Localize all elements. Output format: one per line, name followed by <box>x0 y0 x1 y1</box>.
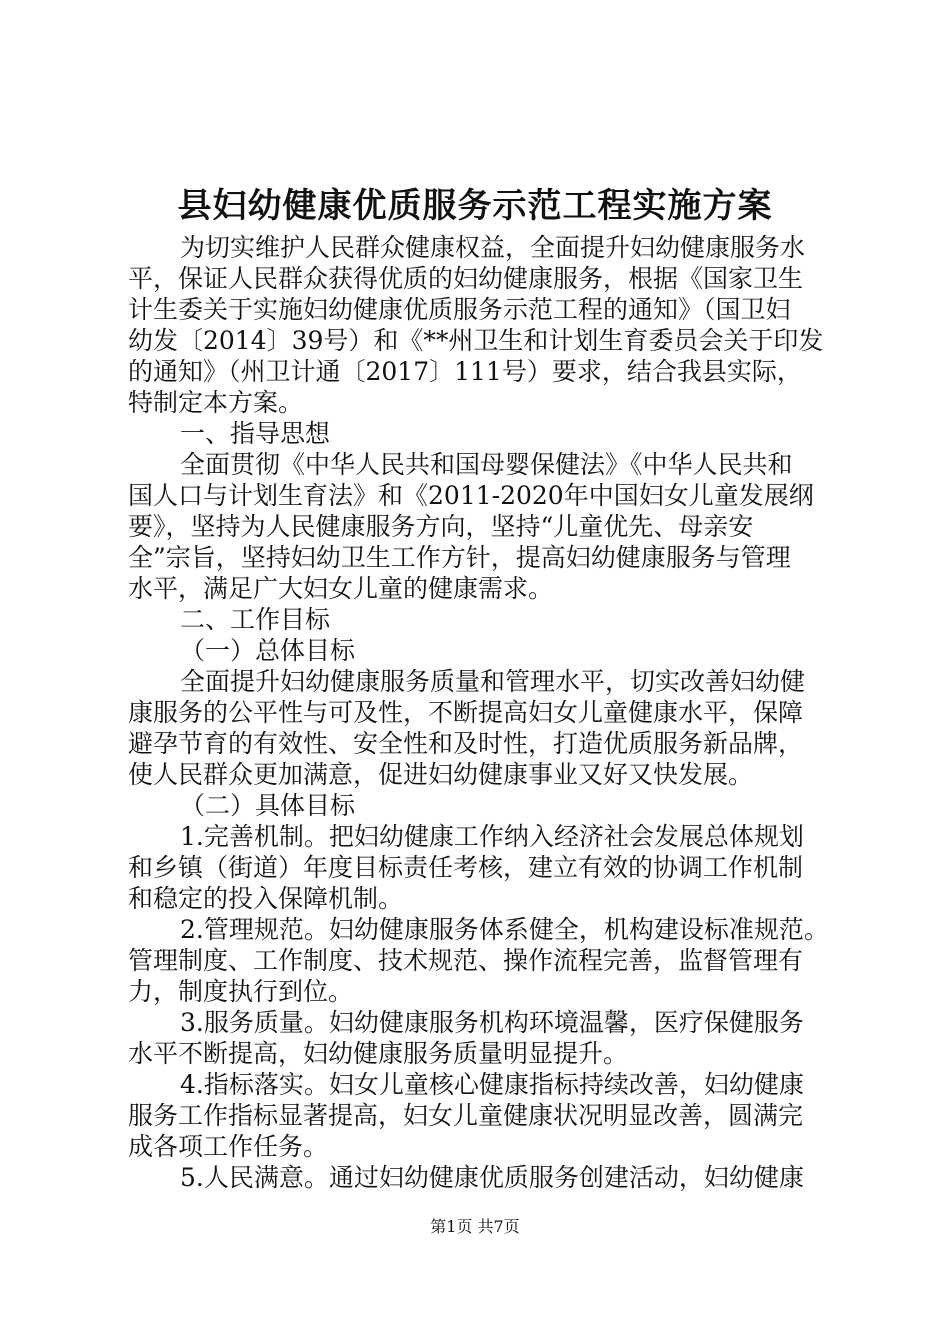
body-line: 力，制度执行到位。 <box>128 977 354 1006</box>
section-heading: 一、指导思想 <box>180 419 331 448</box>
body-line: 避孕节育的有效性、安全性和及时性，打造优质服务新品牌， <box>128 729 804 758</box>
document-title: 县妇幼健康优质服务示范工程实施方案 <box>177 186 773 226</box>
body-line: 1.完善机制。把妇幼健康工作纳入经济社会发展总体规划 <box>180 822 804 851</box>
body-line: 使人民群众更加满意，促进妇幼健康事业又好又快发展。 <box>128 760 754 789</box>
body-line: 特制定本方案。 <box>128 388 304 417</box>
subsection-heading: （一）总体目标 <box>180 636 356 665</box>
body-line: 要》，坚持为人民健康服务方向，坚持“儿童优先、母亲安 <box>128 512 754 541</box>
body-line: 全”宗旨，坚持妇幼卫生工作方针，提高妇幼健康服务与管理 <box>128 543 791 572</box>
body-line: 管理制度、工作制度、技术规范、操作流程完善，监督管理有 <box>128 946 804 975</box>
body-line: 和乡镇（街道）年度目标责任考核，建立有效的协调工作机制 <box>128 853 804 882</box>
body-line: 为切实维护人民群众健康权益，全面提升妇幼健康服务水 <box>180 233 806 262</box>
document-body <box>128 232 838 1193</box>
body-line: 服务工作指标显著提高，妇女儿童健康状况明显改善，圆满完 <box>128 1101 804 1130</box>
body-line: 2.管理规范。妇幼健康服务体系健全，机构建设标准规范。 <box>180 915 829 944</box>
body-line: 平，保证人民群众获得优质的妇幼健康服务，根据《国家卫生 <box>128 264 804 293</box>
body-line: 3.服务质量。妇幼健康服务机构环境温馨，医疗保健服务 <box>180 1008 804 1037</box>
body-line: 成各项工作任务。 <box>128 1132 329 1161</box>
body-line: 水平，满足广大妇女儿童的健康需求。 <box>128 574 554 603</box>
body-line: 和稳定的投入保障机制。 <box>128 884 404 913</box>
body-line: 幼发〔2014〕39号）和《**州卫生和计划生育委员会关于印发 <box>128 326 824 355</box>
body-line: 康服务的公平性与可及性，不断提高妇女儿童健康水平，保障 <box>128 698 804 727</box>
body-line: 的通知》（州卫计通〔2017〕111号）要求，结合我县实际， <box>128 357 802 386</box>
subsection-heading: （二）具体目标 <box>180 791 356 820</box>
body-line: 计生委关于实施妇幼健康优质服务示范工程的通知》（国卫妇 <box>128 295 791 324</box>
section-heading: 二、工作目标 <box>180 605 331 634</box>
body-line: 全面贯彻《中华人民共和国母婴保健法》《中华人民共和 <box>180 450 793 479</box>
page-number: 第1页 共7页 <box>430 1217 520 1236</box>
body-line: 国人口与计划生育法》和《2011-2020年中国妇女儿童发展纲 <box>128 481 814 510</box>
body-line: 全面提升妇幼健康服务质量和管理水平，切实改善妇幼健 <box>180 667 806 696</box>
body-line: 水平不断提高，妇幼健康服务质量明显提升。 <box>128 1039 629 1068</box>
body-line: 5.人民满意。通过妇幼健康优质服务创建活动，妇幼健康 <box>180 1163 804 1192</box>
body-line: 4.指标落实。妇女儿童核心健康指标持续改善，妇幼健康 <box>180 1070 804 1099</box>
